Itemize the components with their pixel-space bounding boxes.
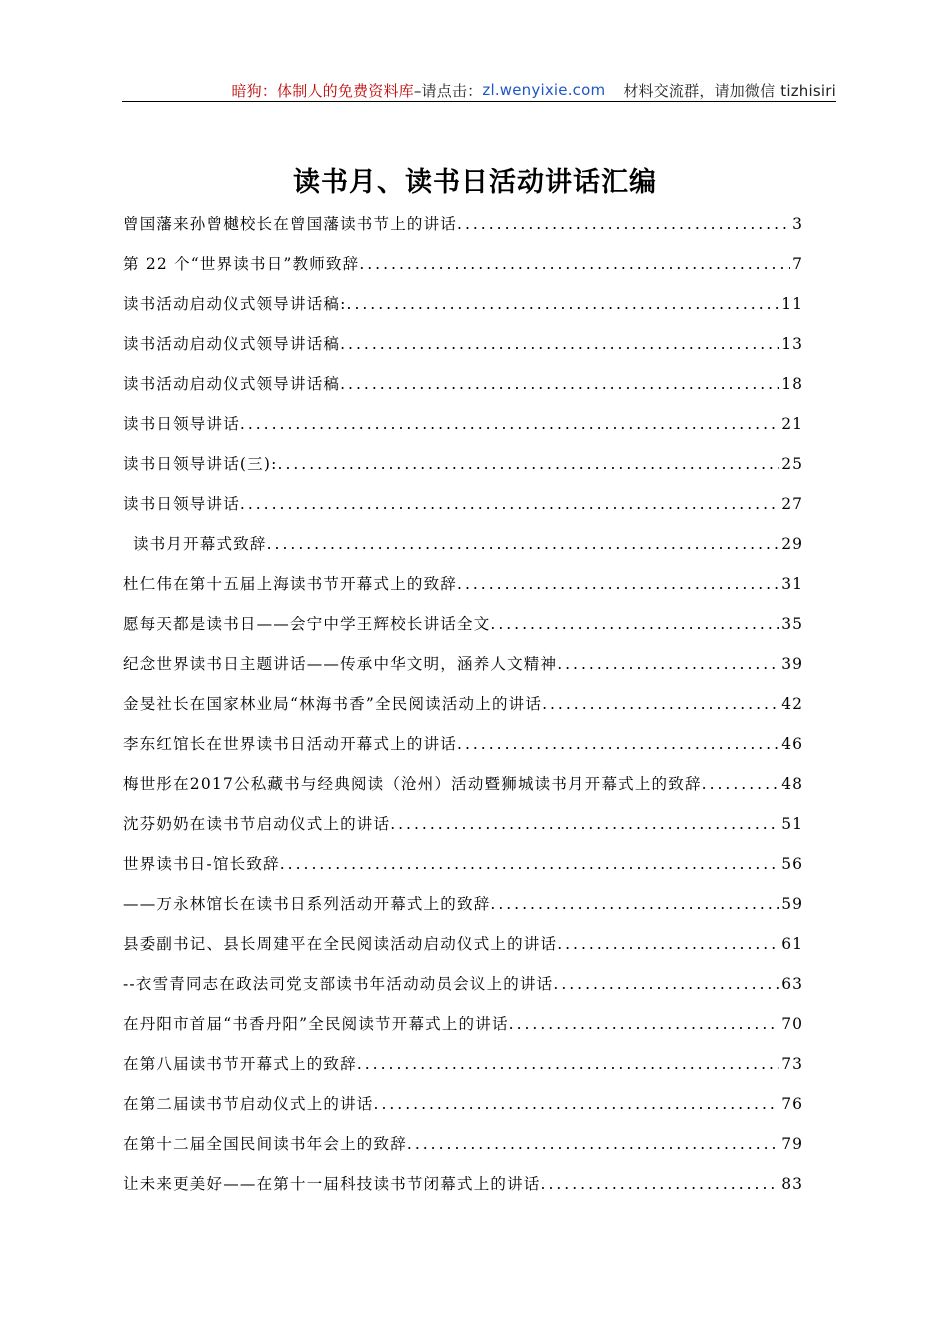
- toc-leader-dots: [457, 735, 779, 753]
- toc-entry[interactable]: [123, 332, 803, 372]
- table-of-contents: [123, 212, 803, 1212]
- toc-entry-page: 48: [781, 775, 803, 793]
- toc-entry-page: 7: [792, 255, 803, 273]
- toc-entry[interactable]: [123, 492, 803, 532]
- toc-leader-dots: [490, 895, 779, 913]
- toc-entry-title: 读书活动启动仪式领导讲话稿: [123, 375, 341, 393]
- toc-entry-page: 51: [781, 815, 803, 833]
- toc-leader-dots: [267, 535, 780, 553]
- toc-entry-title: 杜仁伟在第十五届上海读书节开幕式上的致辞: [123, 575, 458, 593]
- toc-entry-page: 29: [781, 535, 803, 553]
- toc-leader-dots: [280, 855, 780, 873]
- header-site-link[interactable]: zl.wenyixie.com: [482, 81, 606, 99]
- toc-entry[interactable]: [123, 212, 803, 252]
- toc-entry-page: 70: [781, 1015, 803, 1033]
- toc-entry-page: 18: [781, 375, 803, 393]
- toc-entry[interactable]: [123, 412, 803, 452]
- toc-entry-page: 46: [781, 735, 803, 753]
- toc-leader-dots: [490, 615, 779, 633]
- toc-entry-page: 61: [781, 935, 803, 953]
- toc-entry-page: 63: [781, 975, 803, 993]
- toc-entry[interactable]: [123, 1132, 803, 1172]
- toc-entry[interactable]: [123, 692, 803, 732]
- toc-entry-title: 在丹阳市首届“书香丹阳”全民阅读节开幕式上的讲话: [123, 1015, 509, 1033]
- toc-entry-title: 读书日领导讲话(三):: [123, 455, 278, 473]
- toc-entry-page: 3: [792, 215, 803, 233]
- toc-entry-page: 42: [781, 695, 803, 713]
- toc-leader-dots: [541, 1175, 780, 1193]
- toc-entry-page: 35: [781, 615, 803, 633]
- toc-leader-dots: [340, 375, 779, 393]
- toc-leader-dots: [553, 975, 779, 993]
- toc-leader-dots: [457, 575, 779, 593]
- toc-leader-dots: [340, 335, 779, 353]
- toc-leader-dots: [542, 695, 779, 713]
- toc-entry[interactable]: [123, 372, 803, 412]
- header-wechat-note: 材料交流群，请加微信 tizhisiri: [623, 81, 836, 100]
- toc-leader-dots: [374, 1095, 780, 1113]
- toc-entry-title: 读书月开幕式致辞: [133, 535, 267, 553]
- toc-entry-title: 世界读书日-馆长致辞: [123, 855, 280, 873]
- toc-entry-title: 李东红馆长在世界读书日活动开幕式上的讲话: [123, 735, 458, 753]
- toc-entry-title: ——万永林馆长在读书日系列活动开幕式上的致辞: [123, 895, 491, 913]
- toc-leader-dots: [557, 935, 779, 953]
- toc-entry[interactable]: [123, 732, 803, 772]
- toc-leader-dots: [390, 815, 779, 833]
- toc-entry-page: 21: [781, 415, 803, 433]
- header-site-name: 暗狗：体制人的免费资料库: [231, 81, 414, 100]
- toc-leader-dots: [407, 1135, 779, 1153]
- toc-entry-page: 79: [781, 1135, 803, 1153]
- toc-entry[interactable]: [123, 532, 803, 572]
- toc-entry[interactable]: [123, 252, 803, 292]
- document-title: 读书月、读书日活动讲话汇编: [293, 167, 657, 198]
- toc-entry-title: 读书日领导讲话: [123, 415, 240, 433]
- toc-entry[interactable]: [123, 572, 803, 612]
- toc-entry-title: 金旻社长在国家林业局“林海书香”全民阅读活动上的讲话: [123, 695, 543, 713]
- toc-entry[interactable]: [123, 612, 803, 652]
- toc-entry[interactable]: [123, 932, 803, 972]
- toc-entry-page: 13: [781, 335, 803, 353]
- toc-entry-title: 县委副书记、县长周建平在全民阅读活动启动仪式上的讲话: [123, 935, 558, 953]
- toc-leader-dots: [359, 255, 790, 273]
- toc-entry-page: 31: [781, 575, 803, 593]
- toc-entry[interactable]: [123, 652, 803, 692]
- toc-entry-title: 纪念世界读书日主题讲话——传承中华文明，涵养人文精神: [123, 655, 558, 673]
- toc-entry-title: 读书活动启动仪式领导讲话稿: [123, 335, 341, 353]
- toc-leader-dots: [357, 1055, 779, 1073]
- toc-entry-title: 曾国藩来孙曾樾校长在曾国藩读书节上的讲话: [123, 215, 458, 233]
- toc-leader-dots: [702, 775, 780, 793]
- toc-entry[interactable]: [123, 972, 803, 1012]
- toc-leader-dots: [240, 415, 779, 433]
- toc-leader-dots: [240, 495, 779, 513]
- toc-leader-dots: [278, 455, 780, 473]
- toc-entry-title: 读书活动启动仪式领导讲话稿:: [123, 295, 347, 313]
- toc-entry-title: --衣雪青同志在政法司党支部读书年活动动员会议上的讲话: [123, 975, 554, 993]
- toc-entry-title: 让未来更美好——在第十一届科技读书节闭幕式上的讲话: [123, 1175, 541, 1193]
- page-header: [122, 78, 836, 102]
- toc-leader-dots: [557, 655, 779, 673]
- toc-entry-title: 读书日领导讲话: [123, 495, 240, 513]
- toc-entry-page: 27: [781, 495, 803, 513]
- toc-leader-dots: [457, 215, 790, 233]
- toc-entry-title: 在第八届读书节开幕式上的致辞: [123, 1055, 357, 1073]
- toc-entry-page: 73: [781, 1055, 803, 1073]
- toc-entry-title: 在第十二届全国民间读书年会上的致辞: [123, 1135, 407, 1153]
- toc-entry-page: 56: [781, 855, 803, 873]
- toc-entry[interactable]: [123, 812, 803, 852]
- header-click-prompt: –请点击：: [413, 81, 483, 100]
- toc-leader-dots: [347, 295, 780, 313]
- toc-entry-page: 11: [781, 295, 803, 313]
- toc-entry[interactable]: [123, 292, 803, 332]
- toc-entry[interactable]: [123, 1172, 803, 1212]
- toc-entry-page: 25: [781, 455, 803, 473]
- toc-entry-page: 83: [781, 1175, 803, 1193]
- toc-entry-title: 在第二届读书节启动仪式上的讲话: [123, 1095, 374, 1113]
- toc-entry-page: 76: [781, 1095, 803, 1113]
- toc-entry-page: 59: [781, 895, 803, 913]
- header-divider: [122, 101, 836, 102]
- toc-entry-title: 梅世彤在2017公私藏书与经典阅读（沧州）活动暨狮城读书月开幕式上的致辞: [123, 775, 702, 793]
- toc-entry[interactable]: [123, 852, 803, 892]
- toc-entry[interactable]: [123, 772, 803, 812]
- toc-entry[interactable]: [123, 892, 803, 932]
- toc-entry[interactable]: [123, 452, 803, 492]
- toc-entry-title: 愿每天都是读书日——会宁中学王辉校长讲话全文: [123, 615, 491, 633]
- toc-entry-title: 第 22 个“世界读书日”教师致辞: [123, 255, 360, 273]
- toc-entry[interactable]: [123, 1092, 803, 1132]
- toc-leader-dots: [509, 1015, 780, 1033]
- toc-entry[interactable]: [123, 1052, 803, 1092]
- toc-entry-title: 沈芬奶奶在读书节启动仪式上的讲话: [123, 815, 391, 833]
- toc-entry[interactable]: [123, 1012, 803, 1052]
- toc-entry-page: 39: [781, 655, 803, 673]
